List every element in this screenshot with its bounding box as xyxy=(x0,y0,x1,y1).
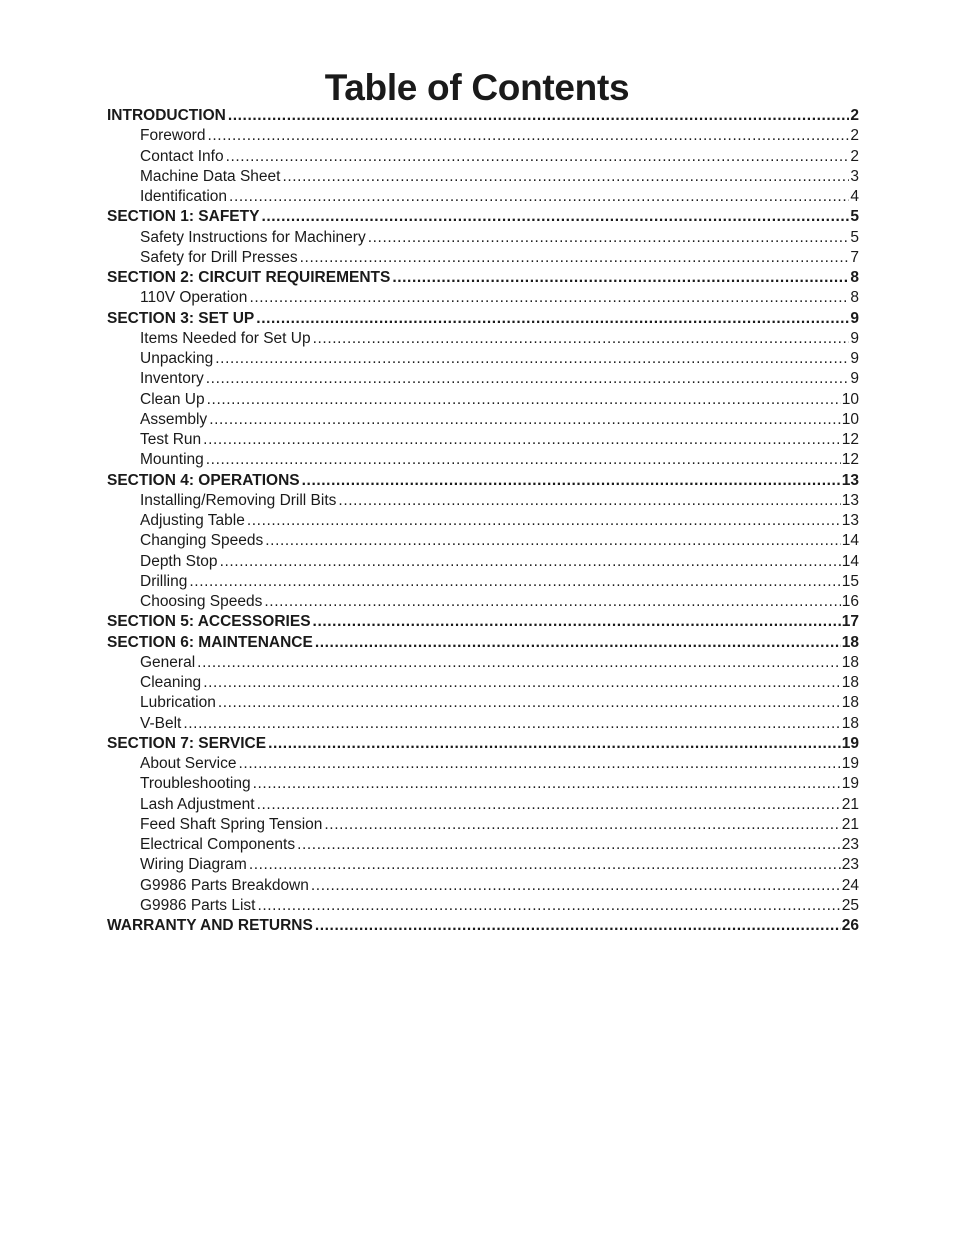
dot-leader xyxy=(300,248,850,268)
dot-leader xyxy=(368,228,850,248)
dot-leader xyxy=(218,693,841,713)
toc-page-number: 14 xyxy=(841,532,859,550)
toc-sub-entry[interactable] xyxy=(107,531,859,551)
toc-sub-entry[interactable] xyxy=(107,552,859,572)
toc-section-entry[interactable] xyxy=(107,207,859,227)
toc-entry-label: SECTION 6: MAINTENANCE xyxy=(107,633,313,651)
dot-leader xyxy=(189,572,840,592)
page-title: Table of Contents xyxy=(324,67,630,108)
toc-sub-entry[interactable] xyxy=(107,896,859,916)
toc-sub-entry[interactable] xyxy=(107,288,859,308)
toc-sub-entry[interactable] xyxy=(107,430,859,450)
toc-page-number: 9 xyxy=(850,370,859,388)
toc-entry-label: Contact Info xyxy=(140,147,224,165)
toc-sub-entry[interactable] xyxy=(107,410,859,430)
toc-section-entry[interactable] xyxy=(107,106,859,126)
toc-entry-label: General xyxy=(140,653,196,671)
toc-page-number: 15 xyxy=(841,572,859,590)
toc-sub-entry[interactable] xyxy=(107,774,859,794)
toc-entry-label: Safety for Drill Presses xyxy=(140,248,298,266)
toc-entry-label: Choosing Speeds xyxy=(140,593,263,610)
toc-entry-label: Mounting xyxy=(140,451,204,469)
toc-page-number: 19 xyxy=(841,734,859,752)
toc-page-number: 18 xyxy=(841,694,859,712)
dot-leader xyxy=(253,774,841,794)
toc-entry-label: WARRANTY AND RETURNS xyxy=(107,917,313,934)
toc-sub-entry[interactable] xyxy=(107,714,859,734)
dot-leader xyxy=(313,329,850,349)
toc-page-number: 18 xyxy=(841,714,859,732)
toc-section-entry[interactable] xyxy=(107,612,859,632)
toc-page-number: 9 xyxy=(850,309,859,327)
toc-entry-label: Foreword xyxy=(140,127,206,145)
dot-leader xyxy=(264,592,840,612)
toc-entry-label: INTRODUCTION xyxy=(107,107,226,124)
toc-section-entry[interactable] xyxy=(107,633,859,653)
toc-page-number: 9 xyxy=(850,350,859,367)
toc-entry-label: Inventory xyxy=(140,370,204,388)
toc-page-number: 12 xyxy=(841,431,859,448)
toc-entry-label: Feed Shaft Spring Tension xyxy=(140,815,323,833)
toc-page-number: 26 xyxy=(841,917,859,934)
toc-entry-label: V-Belt xyxy=(140,714,182,732)
toc-sub-entry[interactable] xyxy=(107,511,859,531)
toc-page-number: 16 xyxy=(841,593,859,610)
toc-sub-entry[interactable] xyxy=(107,187,859,207)
dot-leader xyxy=(207,126,849,146)
toc-sub-entry[interactable] xyxy=(107,369,859,389)
toc-sub-entry[interactable] xyxy=(107,572,859,592)
toc-section-entry[interactable] xyxy=(107,471,859,491)
toc-page-number: 3 xyxy=(850,167,859,185)
toc-entry-label: Identification xyxy=(140,188,228,205)
toc-page-number: 17 xyxy=(841,613,859,631)
dot-leader xyxy=(313,612,841,632)
toc-page-number: 8 xyxy=(850,269,859,286)
dot-leader xyxy=(257,896,840,916)
dot-leader xyxy=(220,552,841,572)
dot-leader xyxy=(315,916,841,936)
toc-page-number: 14 xyxy=(841,552,859,570)
dot-leader xyxy=(247,511,841,531)
dot-leader xyxy=(302,471,841,491)
dot-leader xyxy=(239,754,841,774)
toc-entry-label: Test Run xyxy=(140,431,202,448)
toc-sub-entry[interactable] xyxy=(107,876,859,896)
toc-sub-entry[interactable] xyxy=(107,592,859,612)
dot-leader xyxy=(206,369,850,389)
toc-sub-entry[interactable] xyxy=(107,349,859,369)
toc-entry-label: Depth Stop xyxy=(140,552,218,570)
toc-entry-label: Wiring Diagram xyxy=(140,856,247,874)
toc-entry-label: Troubleshooting xyxy=(140,775,251,793)
toc-section-entry[interactable] xyxy=(107,916,859,936)
dot-leader xyxy=(257,795,841,815)
toc-sub-entry[interactable] xyxy=(107,673,859,693)
toc-page-number: 19 xyxy=(841,775,859,793)
dot-leader xyxy=(183,714,840,734)
dot-leader xyxy=(324,815,840,835)
toc-page-number: 8 xyxy=(850,289,859,307)
toc-entry-label: Cleaning xyxy=(140,674,202,691)
dot-leader xyxy=(203,673,841,693)
toc-page-number: 18 xyxy=(841,653,859,671)
dot-leader xyxy=(207,390,841,410)
dot-leader xyxy=(226,147,850,167)
toc-page-number: 23 xyxy=(841,856,859,874)
toc-entry-label: SECTION 4: OPERATIONS xyxy=(107,471,300,489)
dot-leader xyxy=(338,491,840,511)
dot-leader xyxy=(315,633,841,653)
toc-entry-label: 110V Operation xyxy=(140,289,248,307)
toc-page-number: 12 xyxy=(841,451,859,469)
toc-sub-entry[interactable] xyxy=(107,754,859,774)
dot-leader xyxy=(297,835,841,855)
toc-sub-entry[interactable] xyxy=(107,126,859,146)
toc-entry-label: Items Needed for Set Up xyxy=(140,329,311,347)
dot-leader xyxy=(203,430,841,450)
toc-section-entry[interactable] xyxy=(107,734,859,754)
toc-page-number: 2 xyxy=(850,127,859,145)
toc-page-number: 5 xyxy=(850,208,859,226)
toc-entry-label: Adjusting Table xyxy=(140,512,245,529)
toc-page-number: 21 xyxy=(841,795,859,813)
toc-entry-label: SECTION 5: ACCESSORIES xyxy=(107,613,311,631)
toc-sub-entry[interactable] xyxy=(107,795,859,815)
toc-sub-entry[interactable] xyxy=(107,228,859,248)
toc-page-number: 13 xyxy=(841,512,859,529)
toc-page-number: 5 xyxy=(850,228,859,246)
toc-page-number: 7 xyxy=(850,248,859,266)
toc-page-number: 18 xyxy=(841,633,859,651)
toc-page-number: 13 xyxy=(841,491,859,509)
toc-entry-label: Assembly xyxy=(140,410,208,428)
toc-entry-label: SECTION 1: SAFETY xyxy=(107,208,260,226)
table-of-contents xyxy=(107,106,859,936)
dot-leader xyxy=(392,268,849,288)
toc-entry-label: Clean Up xyxy=(140,390,205,408)
toc-entry-label: Installing/Removing Drill Bits xyxy=(140,491,337,509)
toc-sub-entry[interactable] xyxy=(107,693,859,713)
dot-leader xyxy=(197,653,841,673)
dot-leader xyxy=(311,876,841,896)
toc-section-entry[interactable] xyxy=(107,268,859,288)
toc-entry-label: Lubrication xyxy=(140,694,216,712)
toc-entry-label: Drilling xyxy=(140,572,188,590)
toc-page-number: 23 xyxy=(841,836,859,853)
dot-leader xyxy=(268,734,841,754)
toc-sub-entry[interactable] xyxy=(107,390,859,410)
dot-leader xyxy=(282,167,849,187)
toc-page-number: 13 xyxy=(841,471,859,489)
dot-leader xyxy=(265,531,841,551)
dot-leader xyxy=(261,207,849,227)
toc-entry-label: Unpacking xyxy=(140,350,214,367)
toc-page-number: 9 xyxy=(850,329,859,347)
dot-leader xyxy=(228,106,850,126)
dot-leader xyxy=(215,349,849,369)
toc-sub-entry[interactable] xyxy=(107,147,859,167)
toc-entry-label: Safety Instructions for Machinery xyxy=(140,228,366,246)
toc-page-number: 10 xyxy=(841,390,859,408)
toc-entry-label: SECTION 3: SET UP xyxy=(107,309,255,327)
toc-entry-label: Changing Speeds xyxy=(140,532,264,550)
dot-leader xyxy=(206,450,841,470)
toc-page-number: 2 xyxy=(850,107,859,124)
toc-entry-label: SECTION 7: SERVICE xyxy=(107,734,267,752)
toc-entry-label: About Service xyxy=(140,755,237,772)
toc-sub-entry[interactable] xyxy=(107,835,859,855)
toc-sub-entry[interactable] xyxy=(107,815,859,835)
toc-section-entry[interactable] xyxy=(107,309,859,329)
toc-sub-entry[interactable] xyxy=(107,653,859,673)
toc-sub-entry[interactable] xyxy=(107,167,859,187)
toc-page-number: 19 xyxy=(841,755,859,772)
toc-page-number: 18 xyxy=(841,674,859,691)
toc-entry-label: G9986 Parts List xyxy=(140,896,256,914)
dot-leader xyxy=(229,187,849,207)
toc-entry-label: Lash Adjustment xyxy=(140,795,255,813)
toc-entry-label: Electrical Components xyxy=(140,836,296,853)
toc-page-number: 4 xyxy=(850,188,859,205)
toc-page-number: 24 xyxy=(841,876,859,894)
dot-leader xyxy=(249,855,841,875)
toc-page-number: 21 xyxy=(841,815,859,833)
toc-entry-label: Machine Data Sheet xyxy=(140,167,281,185)
toc-sub-entry[interactable] xyxy=(107,450,859,470)
toc-sub-entry[interactable] xyxy=(107,329,859,349)
toc-page-number: 10 xyxy=(841,410,859,428)
toc-sub-entry[interactable] xyxy=(107,248,859,268)
toc-sub-entry[interactable] xyxy=(107,855,859,875)
dot-leader xyxy=(249,288,849,308)
dot-leader xyxy=(256,309,849,329)
toc-entry-label: G9986 Parts Breakdown xyxy=(140,876,309,894)
toc-sub-entry[interactable] xyxy=(107,491,859,511)
dot-leader xyxy=(209,410,841,430)
toc-page-number: 2 xyxy=(850,147,859,165)
toc-page-number: 25 xyxy=(841,896,859,914)
toc-entry-label: SECTION 2: CIRCUIT REQUIREMENTS xyxy=(107,269,391,286)
